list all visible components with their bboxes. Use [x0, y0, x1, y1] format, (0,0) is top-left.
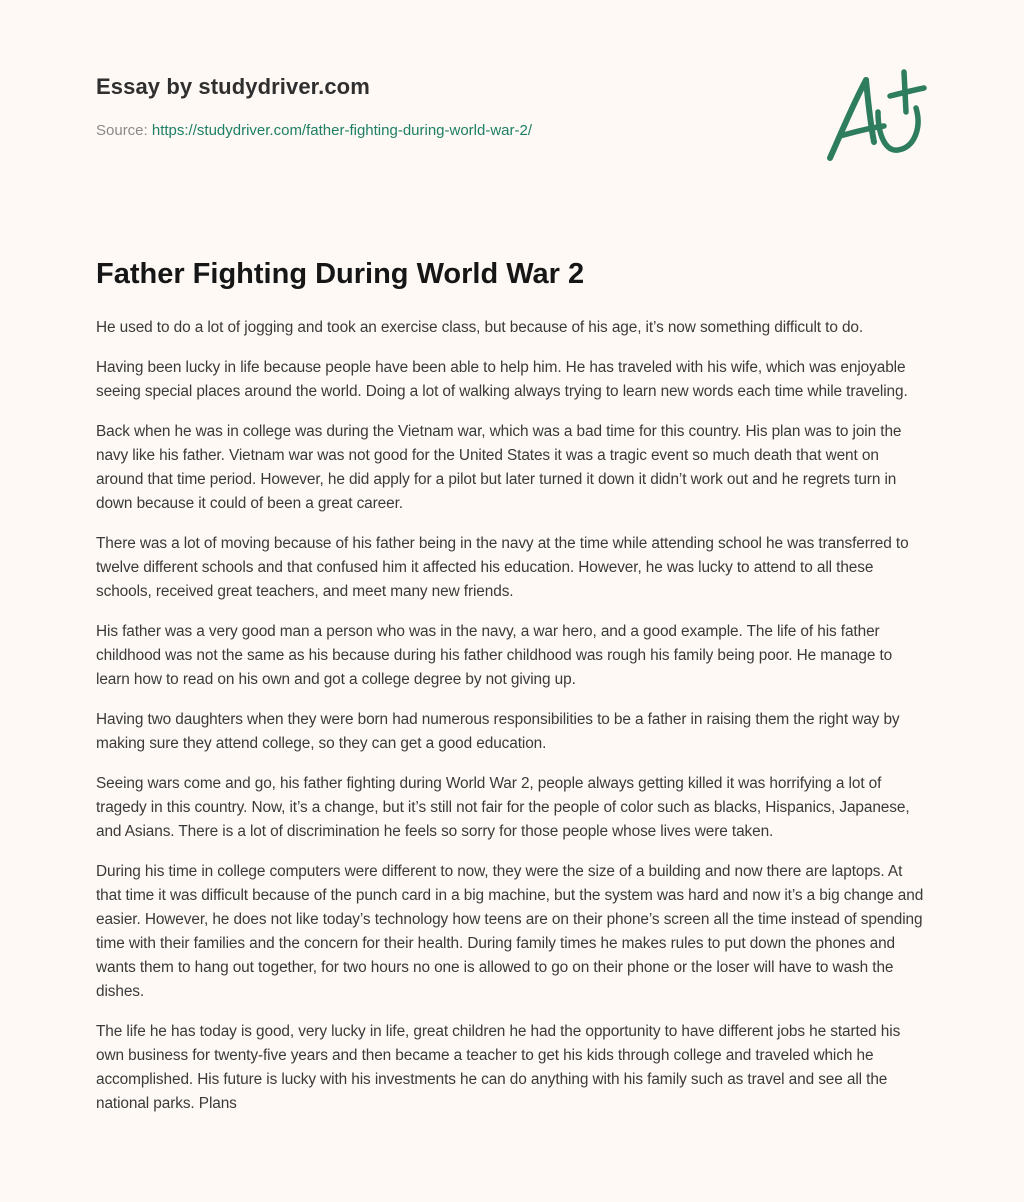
essay-paragraph: Back when he was in college was during the Vietnam war, which was a bad time for this country. His plan was to join the navy like his father. Vietnam war was not good for the United States it was a tragic event so much death that went on around that time period. However, he did apply for a pilot but later turned it down it didn’t work out and he regrets turn in down because it could of been a great career.	[96, 423, 902, 512]
source-link[interactable]: https://studydriver.com/father-fighting-during-world-war-2/	[151, 122, 533, 139]
a-plus-grade-icon	[818, 66, 933, 166]
essay-paragraph: He used to do a lot of jogging and took an exercise class, but because of his age, it’s now something difficult to do.	[96, 319, 864, 336]
source-line	[96, 122, 936, 139]
essay-paragraph: There was a lot of moving because of his father being in the navy at the time while attending school he was transferred to twelve different schools and that confused him it affected his education. However, he was lucky to attend to all these schools, received great teachers, and meet many new friends.	[96, 535, 909, 600]
essay-paragraph: His father was a very good man a person who was in the navy, a war hero, and a good example. The life of his father childhood was not the same as his because during his father childhood was rough his family being poor. He manage to learn how to read on his own and got a college degree by not giving up.	[96, 623, 893, 688]
essay-title: Father Fighting During World War 2	[96, 258, 585, 290]
essay-paragraph: Having been lucky in life because people have been able to help him. He has traveled with his wife, which was enjoyable seeing special places around the world. Doing a lot of walking always trying to learn new words each time while traveling.	[96, 359, 908, 400]
essay-paragraph: The life he has today is good, very lucky in life, great children he had the opportunity to have different jobs he started his own business for twenty-five years and then became a teacher to get his kids through college and traveled which he accomplished. His future is lucky with his investments he can do anything with his family such as travel and see all the national parks. Plans	[96, 1023, 901, 1112]
source-label: Source:	[96, 122, 148, 139]
essay-paragraph: During his time in college computers were different to now, they were the size of a building and now there are laptops. At that time it was difficult because of the punch card in a big machine, but the system was hard and now it’s a big change and easier. However, he does not like today’s technology how teens are on their phone’s screen all the time instead of spending time with their families and the concern for their health. During family times he makes rules to put down the phones and wants them to hang out together, for two hours no one is allowed to go on their phone or the loser will have to wash the dishes.	[96, 863, 924, 1000]
brand-title: Essay by studydriver.com	[96, 74, 370, 99]
essay-paragraph: Having two daughters when they were born had numerous responsibilities to be a father in raising them the right way by making sure they attend college, so they can get a good education.	[96, 711, 900, 752]
essay-paragraph: Seeing wars come and go, his father fighting during World War 2, people always getting killed it was horrifying a lot of tragedy in this country. Now, it’s a change, but it’s still not fair for the people of color such as blacks, Hispanics, Japanese, and Asians. There is a lot of discrimination he feels so sorry for those people whose lives were taken.	[96, 775, 910, 840]
page-header	[96, 74, 936, 139]
essay-content	[96, 254, 928, 1132]
